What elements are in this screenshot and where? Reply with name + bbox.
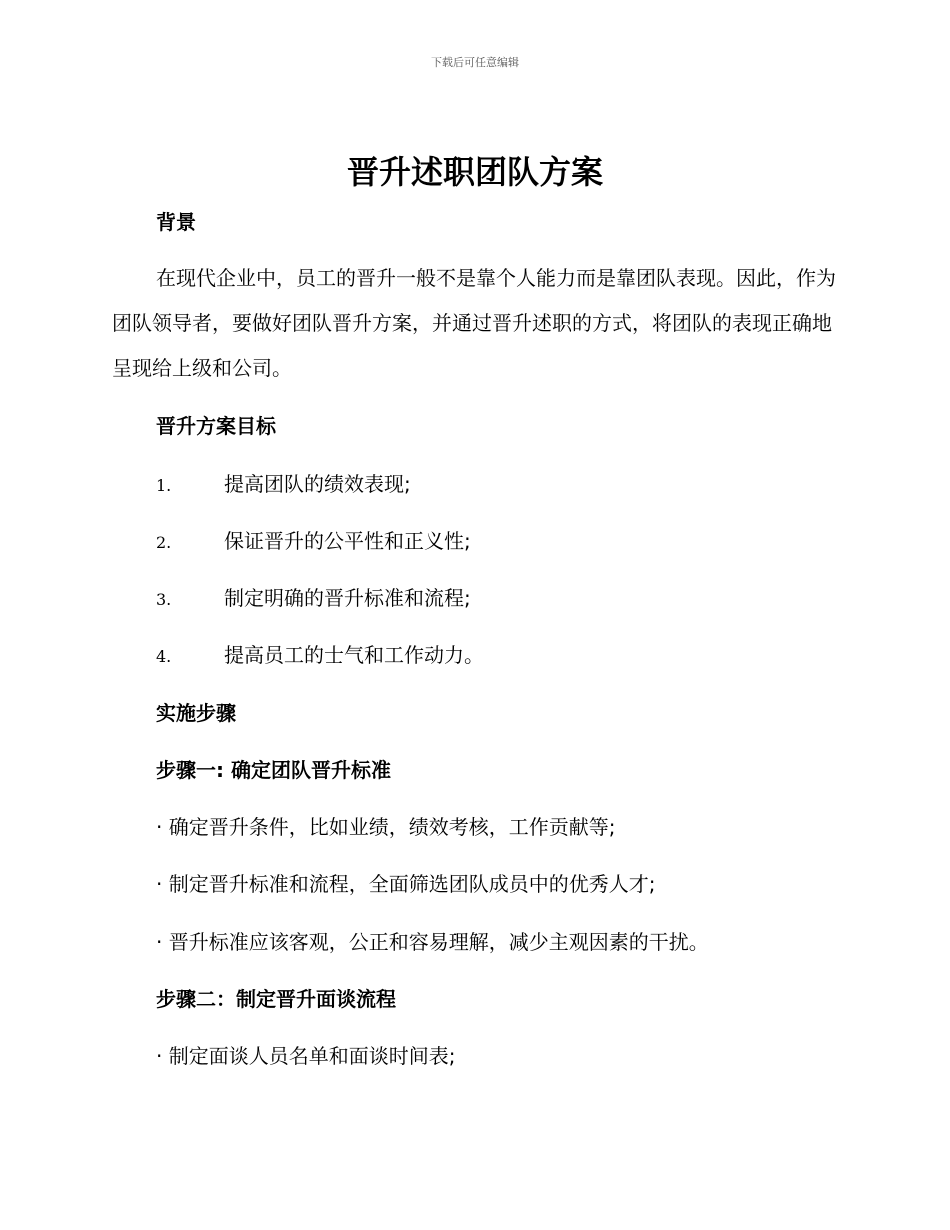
- step2-heading: 步骤二：制定晋升面谈流程: [156, 987, 396, 1011]
- section-heading-background: 背景: [156, 210, 196, 234]
- bullet-item: · 制定晋升标准和流程，全面筛选团队成员中的优秀人才;: [156, 872, 656, 896]
- section-heading-goals: 晋升方案目标: [156, 414, 276, 438]
- page-header-note: 下载后可任意编辑: [431, 56, 519, 69]
- step1-heading: 步骤一: 确定团队晋升标准: [156, 758, 391, 782]
- list-item: [156, 641, 484, 671]
- bullet-item: · 确定晋升条件，比如业绩，绩效考核，工作贡献等;: [156, 815, 616, 839]
- list-number: 3.: [156, 590, 172, 609]
- list-text: 提高团队的绩效表现;: [224, 472, 411, 496]
- list-number: 2.: [156, 533, 172, 552]
- background-paragraph: 在现代企业中，员工的晋升一般不是靠个人能力而是靠团队表现。因此，作为团队领导者，要做好团队晋升方案，并通过晋升述职的方式，将团队的表现正确地呈现给上级和公司。: [112, 266, 836, 380]
- bullet-item: · 制定面谈人员名单和面谈时间表;: [156, 1044, 456, 1068]
- list-text: 保证晋升的公平性和正义性;: [224, 529, 471, 553]
- list-item: [156, 470, 411, 500]
- list-item: [156, 584, 471, 614]
- document-title: 晋升述职团队方案: [346, 153, 603, 191]
- list-text: 提高员工的士气和工作动力。: [224, 643, 484, 667]
- list-number: 4.: [156, 647, 172, 666]
- section-heading-steps: 实施步骤: [156, 701, 236, 725]
- bullet-item: · 晋升标准应该客观，公正和容易理解，减少主观因素的干扰。: [156, 930, 709, 954]
- list-item: [156, 527, 471, 557]
- list-number: 1.: [156, 476, 172, 495]
- list-text: 制定明确的晋升标准和流程;: [224, 586, 471, 610]
